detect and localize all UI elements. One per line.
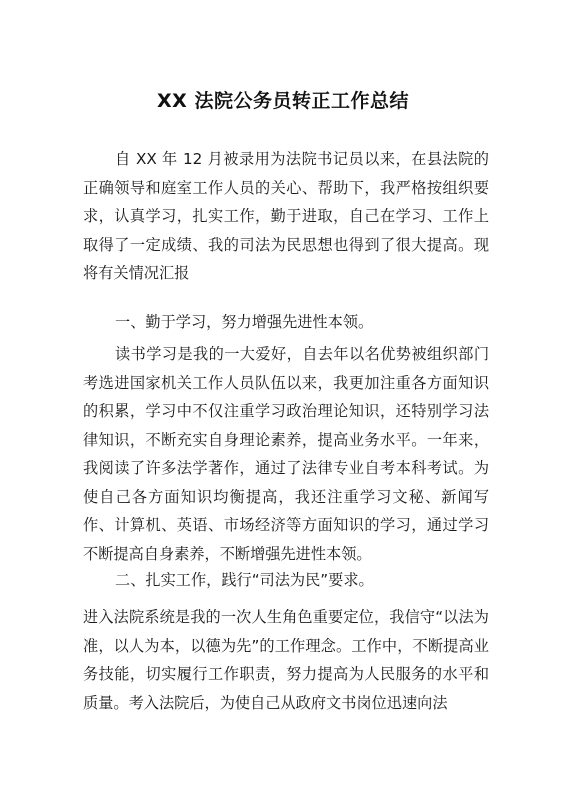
study-paragraph: 读书学习是我的一大爱好，自去年以名优势被组织部门考选进国家机关工作人员队伍以来，我更加注重各方面知识的积累，学习中不仅注重学习政治理论知识，还特别学习法律知识，不断充实自身理论素养，提高业务水平。一年来，我阅读了许多法学著作，通过了法律专业自考本科考试。为使自己各方面知识均衡提高，我还注重学习文秘、新闻写作、计算机、英语、市场经济等方面知识的学习，通过学习不断提高自身素养，不断增强先进性本领。 xyxy=(83,345,489,563)
intro-paragraph: 自 XX 年 12 月被录用为法院书记员以来，在县法院的正确领导和庭室工作人员的关心、帮助下，我严格按组织要求，认真学习，扎实工作，勤于进取，自己在学习、工作上取得了一定成绩、我的司法为民思想也得到了很大提高。现将有关情况汇报 xyxy=(83,150,489,282)
document-title: XX 法院公务员转正工作总结 xyxy=(157,90,409,112)
section-heading-2: 二、扎实工作，践行“司法为民”要求。 xyxy=(115,571,374,589)
section-heading-1: 一、勤于学习，努力增强先进性本领。 xyxy=(115,313,374,331)
work-paragraph: 进入法院系统是我的一次人生角色重要定位，我信守“以法为准，以人为本，以德为先”的工作理念。工作中，不断提高业务技能，切实履行工作职责，努力提高为人民服务的水平和质量。考入法院后，为使自己从政府文书岗位迅速向法 xyxy=(83,608,489,712)
